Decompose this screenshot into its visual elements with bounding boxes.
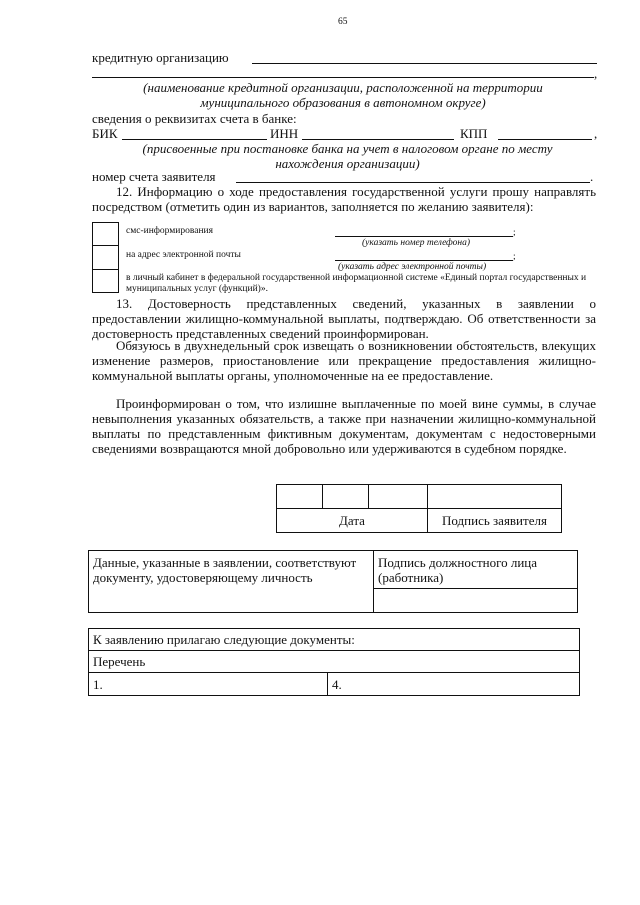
docs-item-1[interactable]: 1. (89, 673, 328, 696)
sign-table (276, 484, 562, 533)
option-sms-label: смс-информирования (126, 226, 213, 236)
inn-input-line[interactable] (302, 139, 454, 140)
informed-text: Проинформирован о том, что излишне выплаченные по моей вине суммы, в случае невыполнения указанных обязательств, а также при назначении жилищно-коммунальной выплаты по представленным фиктивным документам, документам с недостоверными сведениями возвращаются мной добровольно или удерживаются в судебном порядке. (92, 396, 596, 456)
verify-table (88, 550, 578, 613)
kpp-label: КПП (460, 126, 488, 141)
verify-right-text: Подпись должностного лица (работника) (374, 551, 578, 589)
document-page: 65 кредитную организацию , (наименование кредитной организации, расположенной на территории муниципального образования в автономном округе) сведения о реквизитах счета в банке: БИК ИНН КПП , (присвоенные при постановке банка на учет в налоговом органе по месту нахождения организации) номер счета заявителя . 12. Информацию о ходе предоставления государственной услуги прошу направлять посредством (отметить один из вариантов, заполняется по желанию заявителя): смс-информирования ; (указать номер телефона) на адрес электронной почты ; (указать адрес электронной почты) в личный кабинет в федеральной государственной информационной системе «Единый портал государственных и муниципальных услуг (функций)». 13. Достоверность представленных сведений, указанных в заявлении о предоставлении жилищно-коммунальной выплаты, подтверждаю. Об ответственности за достоверность представленных сведений проинформирован. Обязуюсь в двухнедельный срок извещать о возникновении обстоятельств, влекущих изменение размеров, приостановление или прекращение предоставления жилищно-коммунальной выплаты органы, уполномоченные на ее предоставление. Проинформирован о том, что излишне выплаченные по моей вине суммы, в случае невыполнения указанных обязательств, а также при назначении жилищно-коммунальной выплаты по представленным фиктивным документам, документам с недостоверными сведениями возвращаются мной добровольно или удерживаются в судебном порядке. Дата Подпись заявителя Данные, указанные в заявлении, соответствуют документу, удостоверяющему личность Подпись должностного лица (работника) К заявлению прилагаю следующие документы: Перечень 1. 4. (0, 0, 640, 905)
docs-item-4[interactable]: 4. (328, 673, 580, 696)
bank-hint: (присвоенные при постановке банка на учет в налоговом органе по месту нахождения организации) (142, 141, 553, 171)
item12-text: 12. Информацию о ходе предоставления государственной услуги прошу направлять посредством (отметить один из вариантов, заполняется по желанию заявителя): (92, 184, 596, 214)
signature-cell[interactable] (428, 485, 562, 509)
credit-org-input-line[interactable] (252, 63, 597, 64)
credit-org-input-line-2[interactable] (92, 77, 594, 78)
option-email-hint: (указать адрес электронной почты) (338, 262, 487, 272)
page-number: 65 (338, 17, 348, 27)
option-portal-label: в личный кабинет в федеральной государственной информационной системе «Единый портал государственных и муниципальных услуг (функций)». (126, 273, 587, 294)
option-email-label: на адрес электронной почты (126, 250, 241, 260)
phone-input-line[interactable] (335, 236, 513, 237)
date-label: Дата (277, 509, 428, 533)
date-day-cell[interactable] (277, 485, 323, 509)
sms-checkbox[interactable] (92, 222, 119, 246)
bank-details-label: сведения о реквизитах счета в банке: (92, 111, 297, 126)
verify-left-text: Данные, указанные в заявлении, соответствуют документу, удостоверяющему личность (89, 551, 374, 613)
credit-org-hint: (наименование кредитной организации, расположенной на территории муниципального образования в автономном округе) (143, 80, 543, 110)
docs-header: К заявлению прилагаю следующие документы: (89, 629, 580, 651)
date-month-cell[interactable] (323, 485, 369, 509)
docs-table (88, 628, 580, 696)
account-input-line[interactable] (236, 182, 590, 183)
obligation-text: Обязуюсь в двухнедельный срок извещать о возникновении обстоятельств, влекущих изменение размеров, приостановление или прекращение предоставления жилищно-коммунальной выплаты органы, уполномоченные на ее предоставление. (92, 338, 596, 383)
item13-text: 13. Достоверность представленных сведений, указанных в заявлении о предоставлении жилищно-коммунальной выплаты, подтверждаю. Об ответственности за достоверность представленных сведений проинформирован. (92, 296, 596, 341)
email-checkbox[interactable] (92, 245, 119, 270)
bik-input-line[interactable] (122, 139, 267, 140)
kpp-input-line[interactable] (498, 139, 592, 140)
email-input-line[interactable] (335, 260, 513, 261)
account-label: номер счета заявителя (92, 169, 216, 184)
docs-list-label: Перечень (89, 651, 580, 673)
portal-checkbox[interactable] (92, 269, 119, 293)
signature-label: Подпись заявителя (428, 509, 562, 533)
bik-label: БИК (92, 126, 118, 141)
option-sms-hint: (указать номер телефона) (362, 238, 471, 248)
official-signature-cell[interactable] (374, 589, 578, 613)
date-year-cell[interactable] (369, 485, 428, 509)
credit-org-label: кредитную организацию (92, 50, 229, 65)
inn-label: ИНН (270, 126, 299, 141)
